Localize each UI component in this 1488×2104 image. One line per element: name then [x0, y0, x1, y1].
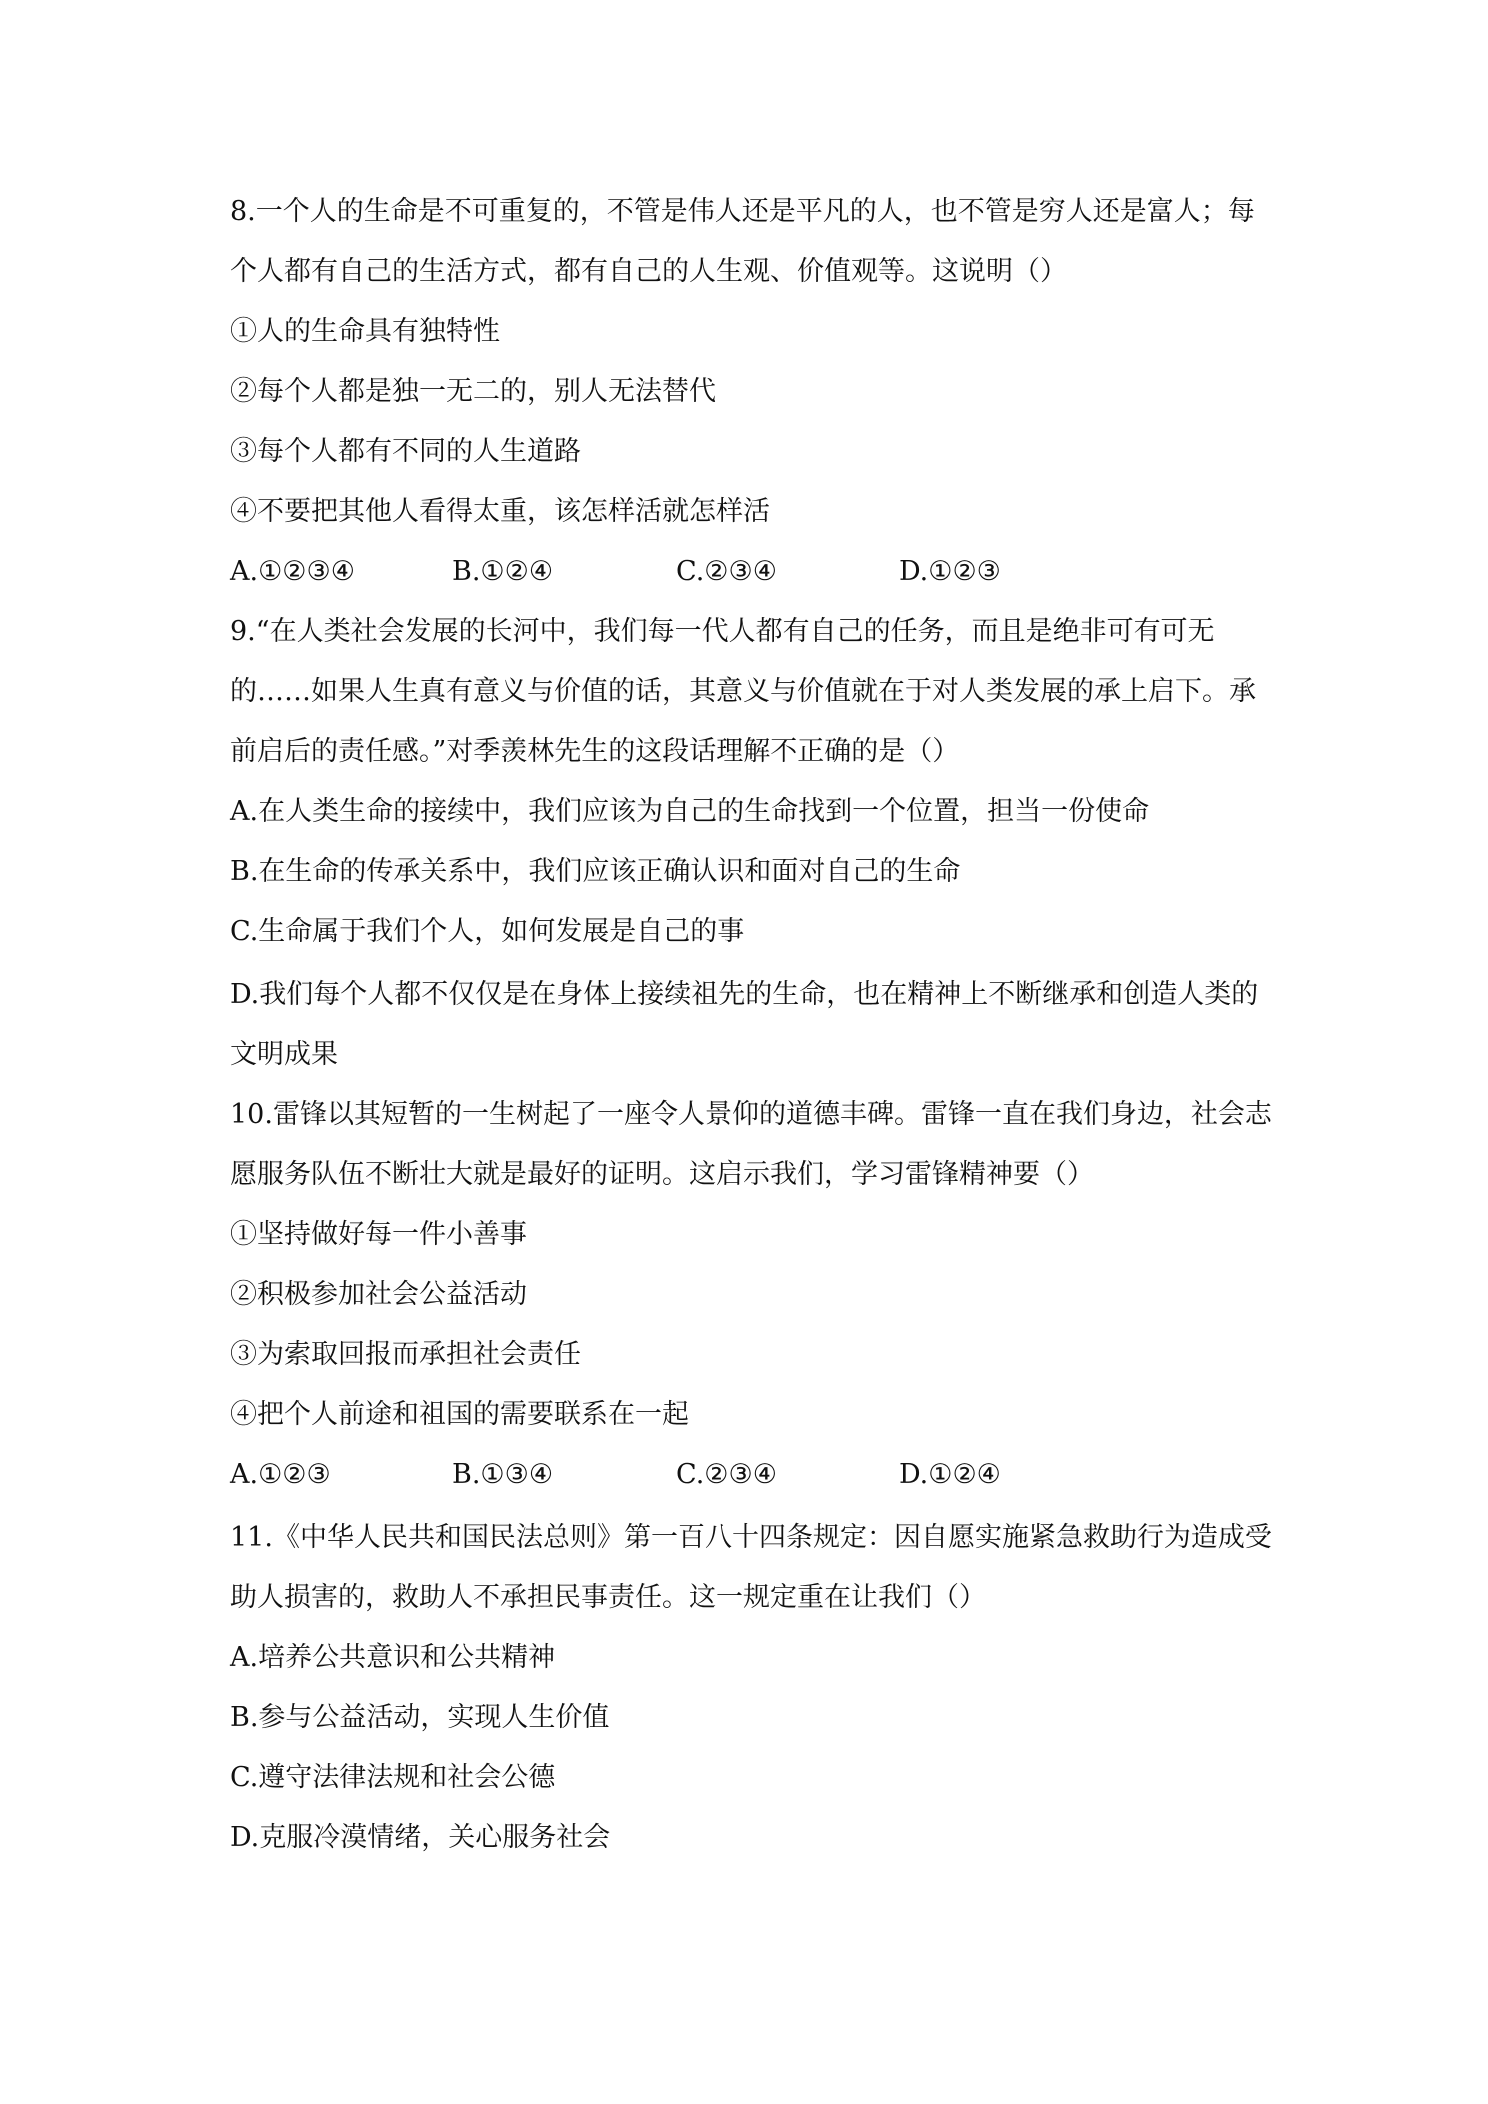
q10-stem-line-2: 愿服务队伍不断壮大就是最好的证明。这启示我们，学习雷锋精神要（）: [230, 1159, 1094, 1190]
q11-choice-b: B.参与公益活动，实现人生价值: [230, 1702, 610, 1733]
q10-statement-4: ④把个人前途和祖国的需要联系在一起: [230, 1399, 689, 1430]
q9-choice-c: C.生命属于我们个人，如何发展是自己的事: [230, 916, 745, 947]
q8-stem-line-1: 8.一个人的生命是不可重复的，不管是伟人还是平凡的人，也不管是穷人还是富人；每: [230, 196, 1255, 227]
q9-choice-a: A.在人类生命的接续中，我们应该为自己的生命找到一个位置，担当一份使命: [230, 796, 1150, 827]
q9-stem-line-3: 前启后的责任感。”对季羡林先生的这段话理解不正确的是（）: [230, 736, 960, 767]
q8-stem-line-2: 个人都有自己的生活方式，都有自己的人生观、价值观等。这说明（）: [230, 256, 1067, 287]
q9-stem-line-1: 9.“在人类社会发展的长河中，我们每一代人都有自己的任务，而且是绝非可有可无: [230, 616, 1215, 647]
q11-stem-line-2: 助人损害的，救助人不承担民事责任。这一规定重在让我们（）: [230, 1582, 986, 1613]
q8-options: [230, 552, 1130, 592]
q9-stem-line-2: 的……如果人生真有意义与价值的话，其意义与价值就在于对人类发展的承上启下。承: [230, 676, 1256, 707]
q8-statement-2: ②每个人都是独一无二的，别人无法替代: [230, 376, 716, 407]
q8-statement-3: ③每个人都有不同的人生道路: [230, 436, 581, 467]
q8-option-a: A.①②③④: [230, 556, 355, 587]
q10-stem-line-1: 10.雷锋以其短暂的一生树起了一座令人景仰的道德丰碑。雷锋一直在我们身边，社会志: [230, 1099, 1272, 1130]
q8-option-d: D.①②③: [899, 556, 1001, 587]
q9-choice-d-continued: 文明成果: [230, 1039, 338, 1070]
q10-option-b: B.①③④: [452, 1459, 554, 1490]
q9-choice-b: B.在生命的传承关系中，我们应该正确认识和面对自己的生命: [230, 856, 961, 887]
q9-choice-d: D.我们每个人都不仅仅是在身体上接续祖先的生命，也在精神上不断继承和创造人类的: [230, 979, 1259, 1010]
q11-choice-c: C.遵守法律法规和社会公德: [230, 1762, 556, 1793]
q8-option-c: C.②③④: [676, 556, 777, 587]
q10-statement-1: ①坚持做好每一件小善事: [230, 1219, 527, 1250]
q10-statement-2: ②积极参加社会公益活动: [230, 1279, 527, 1310]
q8-option-b: B.①②④: [452, 556, 554, 587]
q11-stem-line-1: 11.《中华人民共和国民法总则》第一百八十四条规定：因自愿实施紧急救助行为造成受: [230, 1522, 1272, 1553]
q10-option-c: C.②③④: [676, 1459, 777, 1490]
q10-options: [230, 1455, 1130, 1495]
q10-statement-3: ③为索取回报而承担社会责任: [230, 1339, 581, 1370]
q11-choice-d: D.克服冷漠情绪，关心服务社会: [230, 1822, 611, 1853]
q11-choice-a: A.培养公共意识和公共精神: [230, 1642, 556, 1673]
q10-option-d: D.①②④: [899, 1459, 1001, 1490]
q8-statement-4: ④不要把其他人看得太重，该怎样活就怎样活: [230, 496, 770, 527]
q8-statement-1: ①人的生命具有独特性: [230, 316, 500, 347]
q10-option-a: A.①②③: [230, 1459, 331, 1490]
